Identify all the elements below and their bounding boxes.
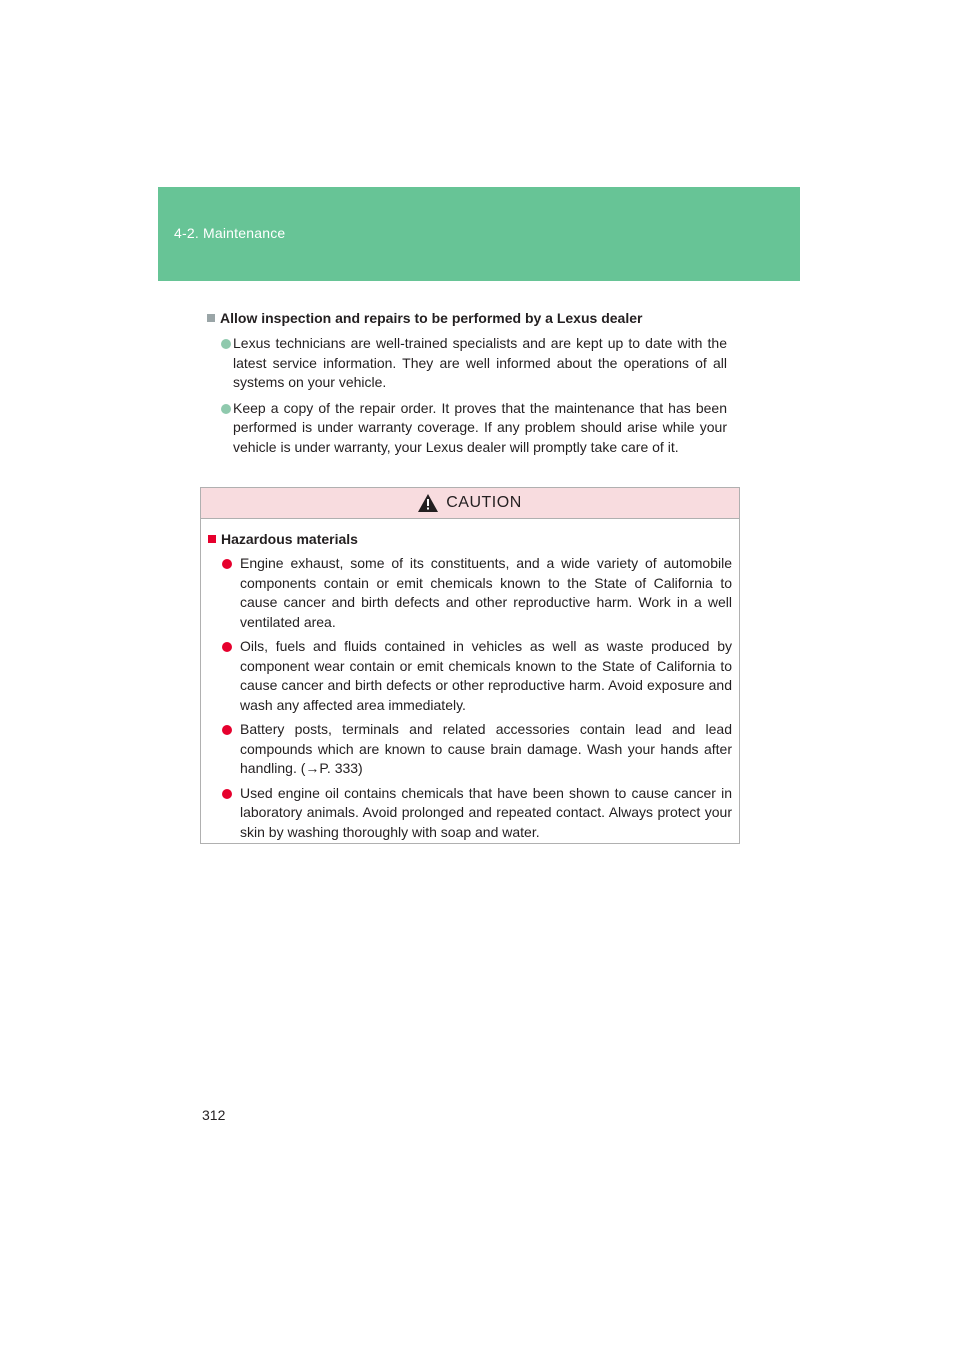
caution-heading [208, 529, 732, 549]
list-item [208, 720, 732, 779]
caution-body [201, 519, 739, 842]
list-item-text: Engine exhaust, some of its constituents, and a wide variety of automobile components contain or emit chemicals known to the State of California to cause cancer and birth defects and other reproductive harm. Work in a well ventilated area. [240, 555, 732, 630]
list-item [207, 334, 727, 393]
list-item-text: Lexus technicians are well-trained specialists and are kept up to date with the latest service information. They are well informed about the operations of all systems on your vehicle. [233, 335, 727, 390]
square-bullet-icon [207, 314, 215, 322]
bullet-dot-icon [221, 339, 231, 349]
square-bullet-icon [208, 535, 216, 543]
maintenance-section [207, 308, 727, 463]
section-heading [207, 308, 727, 328]
caution-heading-text: Hazardous materials [221, 531, 358, 547]
list-item [208, 554, 732, 632]
list-item-text: Keep a copy of the repair order. It proves that the maintenance that has been performed is under warranty coverage. If any problem should arise while your vehicle is under warranty, your Lexus dealer will promptly take care of it. [233, 399, 727, 455]
bullet-dot-icon [222, 559, 232, 569]
list-item-text: Oils, fuels and fluids contained in vehicles as well as waste produced by component wear contain or emit chemicals known to the State of California to cause cancer and birth defects or other reproductive harm. Avoid exposure and wash any affected area immediately. [240, 638, 732, 713]
list-item-text: Used engine oil contains chemicals that have been shown to cause cancer in laboratory animals. Avoid prolonged and repeated contact. Always protect your skin by washing thoroughly with soap and water. [240, 784, 732, 840]
bullet-dot-icon [222, 642, 232, 652]
section-label: 4-2. Maintenance [174, 225, 286, 241]
list-item-text: Battery posts, terminals and related accessories contain lead and lead compounds which are known to cause brain damage. Wash your hands after handling. (→P. 333) [240, 721, 732, 776]
list-item [207, 399, 727, 458]
caution-title: CAUTION [446, 494, 522, 511]
list-item [208, 784, 732, 843]
caution-box [200, 487, 740, 844]
bullet-dot-icon [222, 725, 232, 735]
bullet-dot-icon [221, 404, 231, 414]
section-heading-text: Allow inspection and repairs to be performed by a Lexus dealer [220, 310, 643, 326]
section-header-band [158, 187, 800, 281]
list-item [208, 637, 732, 715]
caution-header [201, 488, 739, 519]
page-number: 312 [202, 1107, 226, 1123]
warning-triangle-icon [418, 494, 438, 512]
bullet-dot-icon [222, 789, 232, 799]
